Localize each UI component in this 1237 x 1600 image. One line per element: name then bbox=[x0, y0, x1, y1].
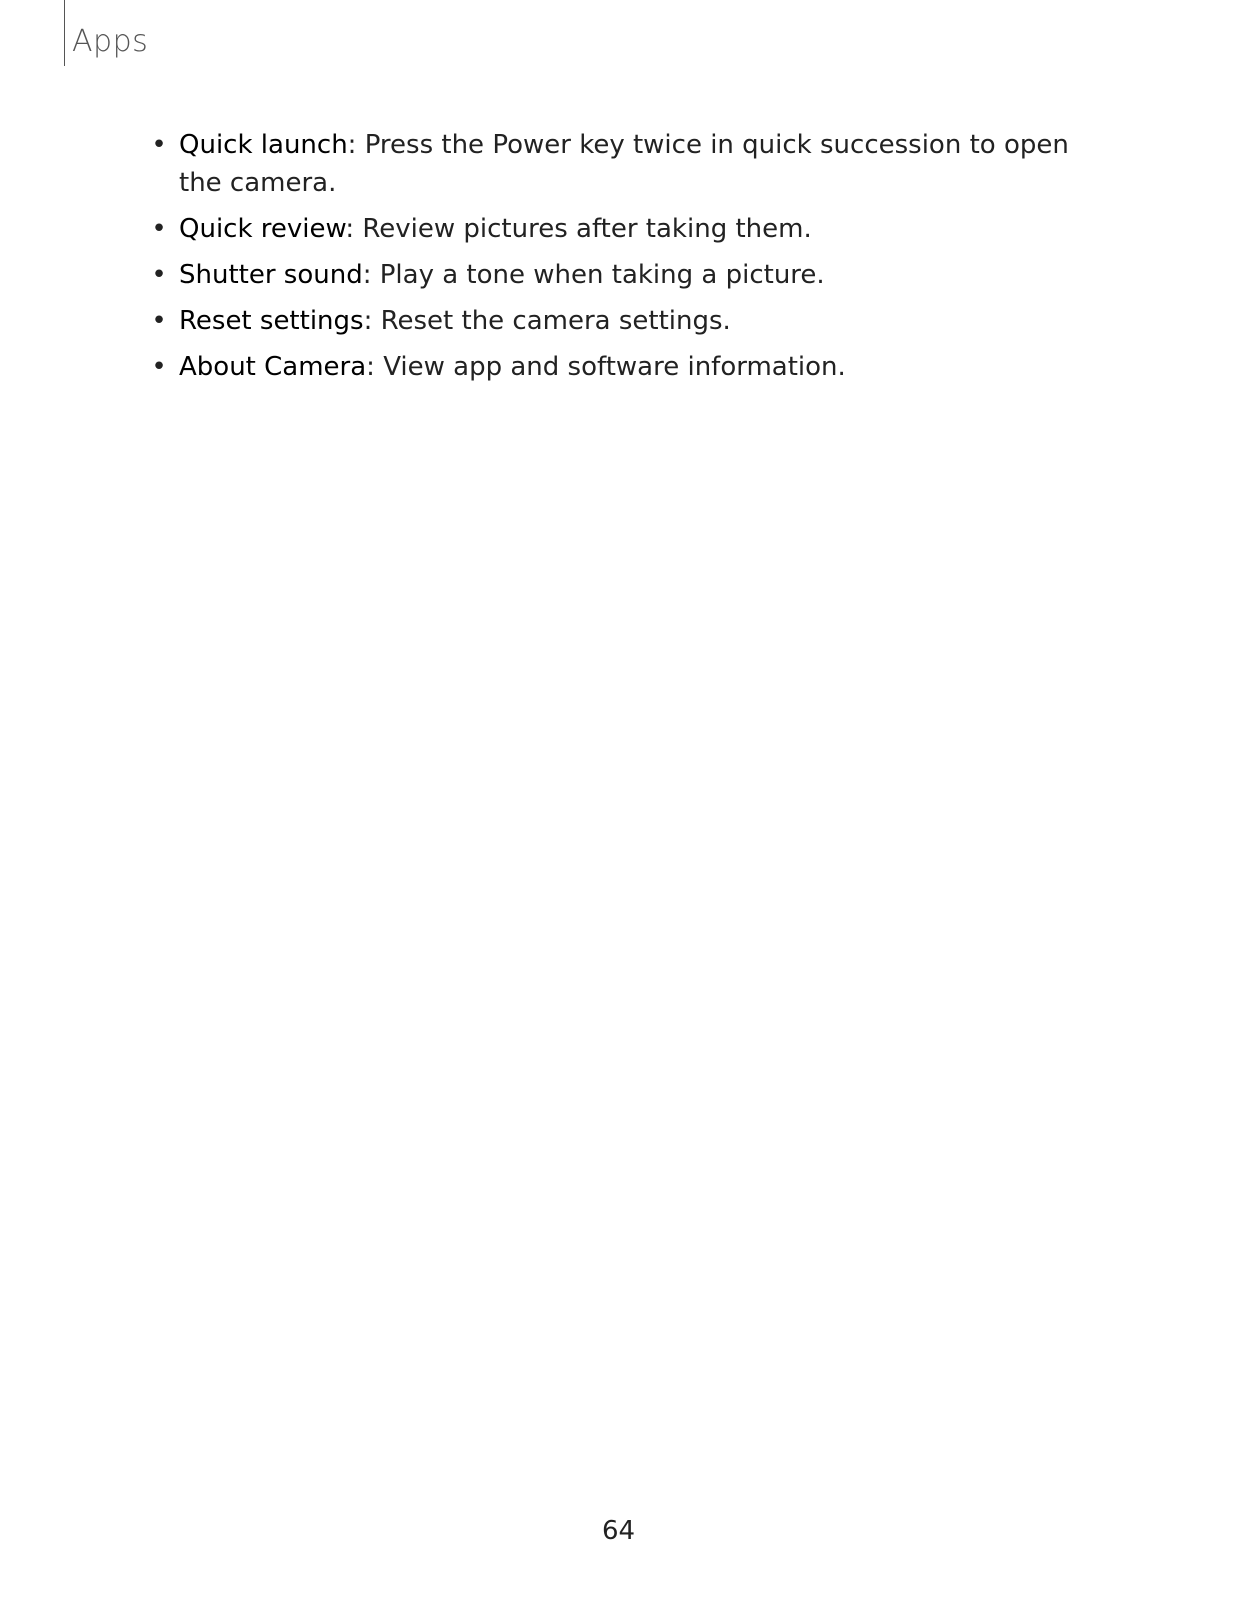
section-header: Apps bbox=[72, 24, 149, 59]
bullet-icon: • bbox=[151, 214, 167, 244]
camera-settings-list bbox=[150, 126, 1090, 394]
setting-term: About Camera bbox=[179, 352, 367, 382]
setting-term: Quick launch bbox=[179, 130, 348, 160]
setting-description: : Play a tone when taking a picture. bbox=[362, 260, 825, 290]
setting-description: : Review pictures after taking them. bbox=[345, 214, 812, 244]
setting-description: : View app and software information. bbox=[366, 352, 846, 382]
setting-term: Reset settings bbox=[179, 306, 364, 336]
list-item-quick-review bbox=[150, 210, 1090, 248]
list-item-quick-launch bbox=[150, 126, 1090, 202]
list-item-about-camera bbox=[150, 348, 1090, 386]
list-item-reset-settings bbox=[150, 302, 1090, 340]
setting-term: Shutter sound bbox=[179, 260, 363, 290]
bullet-icon: • bbox=[151, 306, 167, 336]
page-number: 64 bbox=[601, 1516, 636, 1546]
header-divider-line bbox=[64, 0, 65, 66]
setting-description: : Reset the camera settings. bbox=[363, 306, 731, 336]
list-item-shutter-sound bbox=[150, 256, 1090, 294]
bullet-icon: • bbox=[151, 260, 167, 290]
setting-term: Quick review bbox=[179, 214, 346, 244]
bullet-icon: • bbox=[151, 352, 167, 382]
setting-description: : Press the Power key twice in quick succession to open the camera. bbox=[179, 130, 1069, 198]
bullet-icon: • bbox=[151, 130, 167, 160]
